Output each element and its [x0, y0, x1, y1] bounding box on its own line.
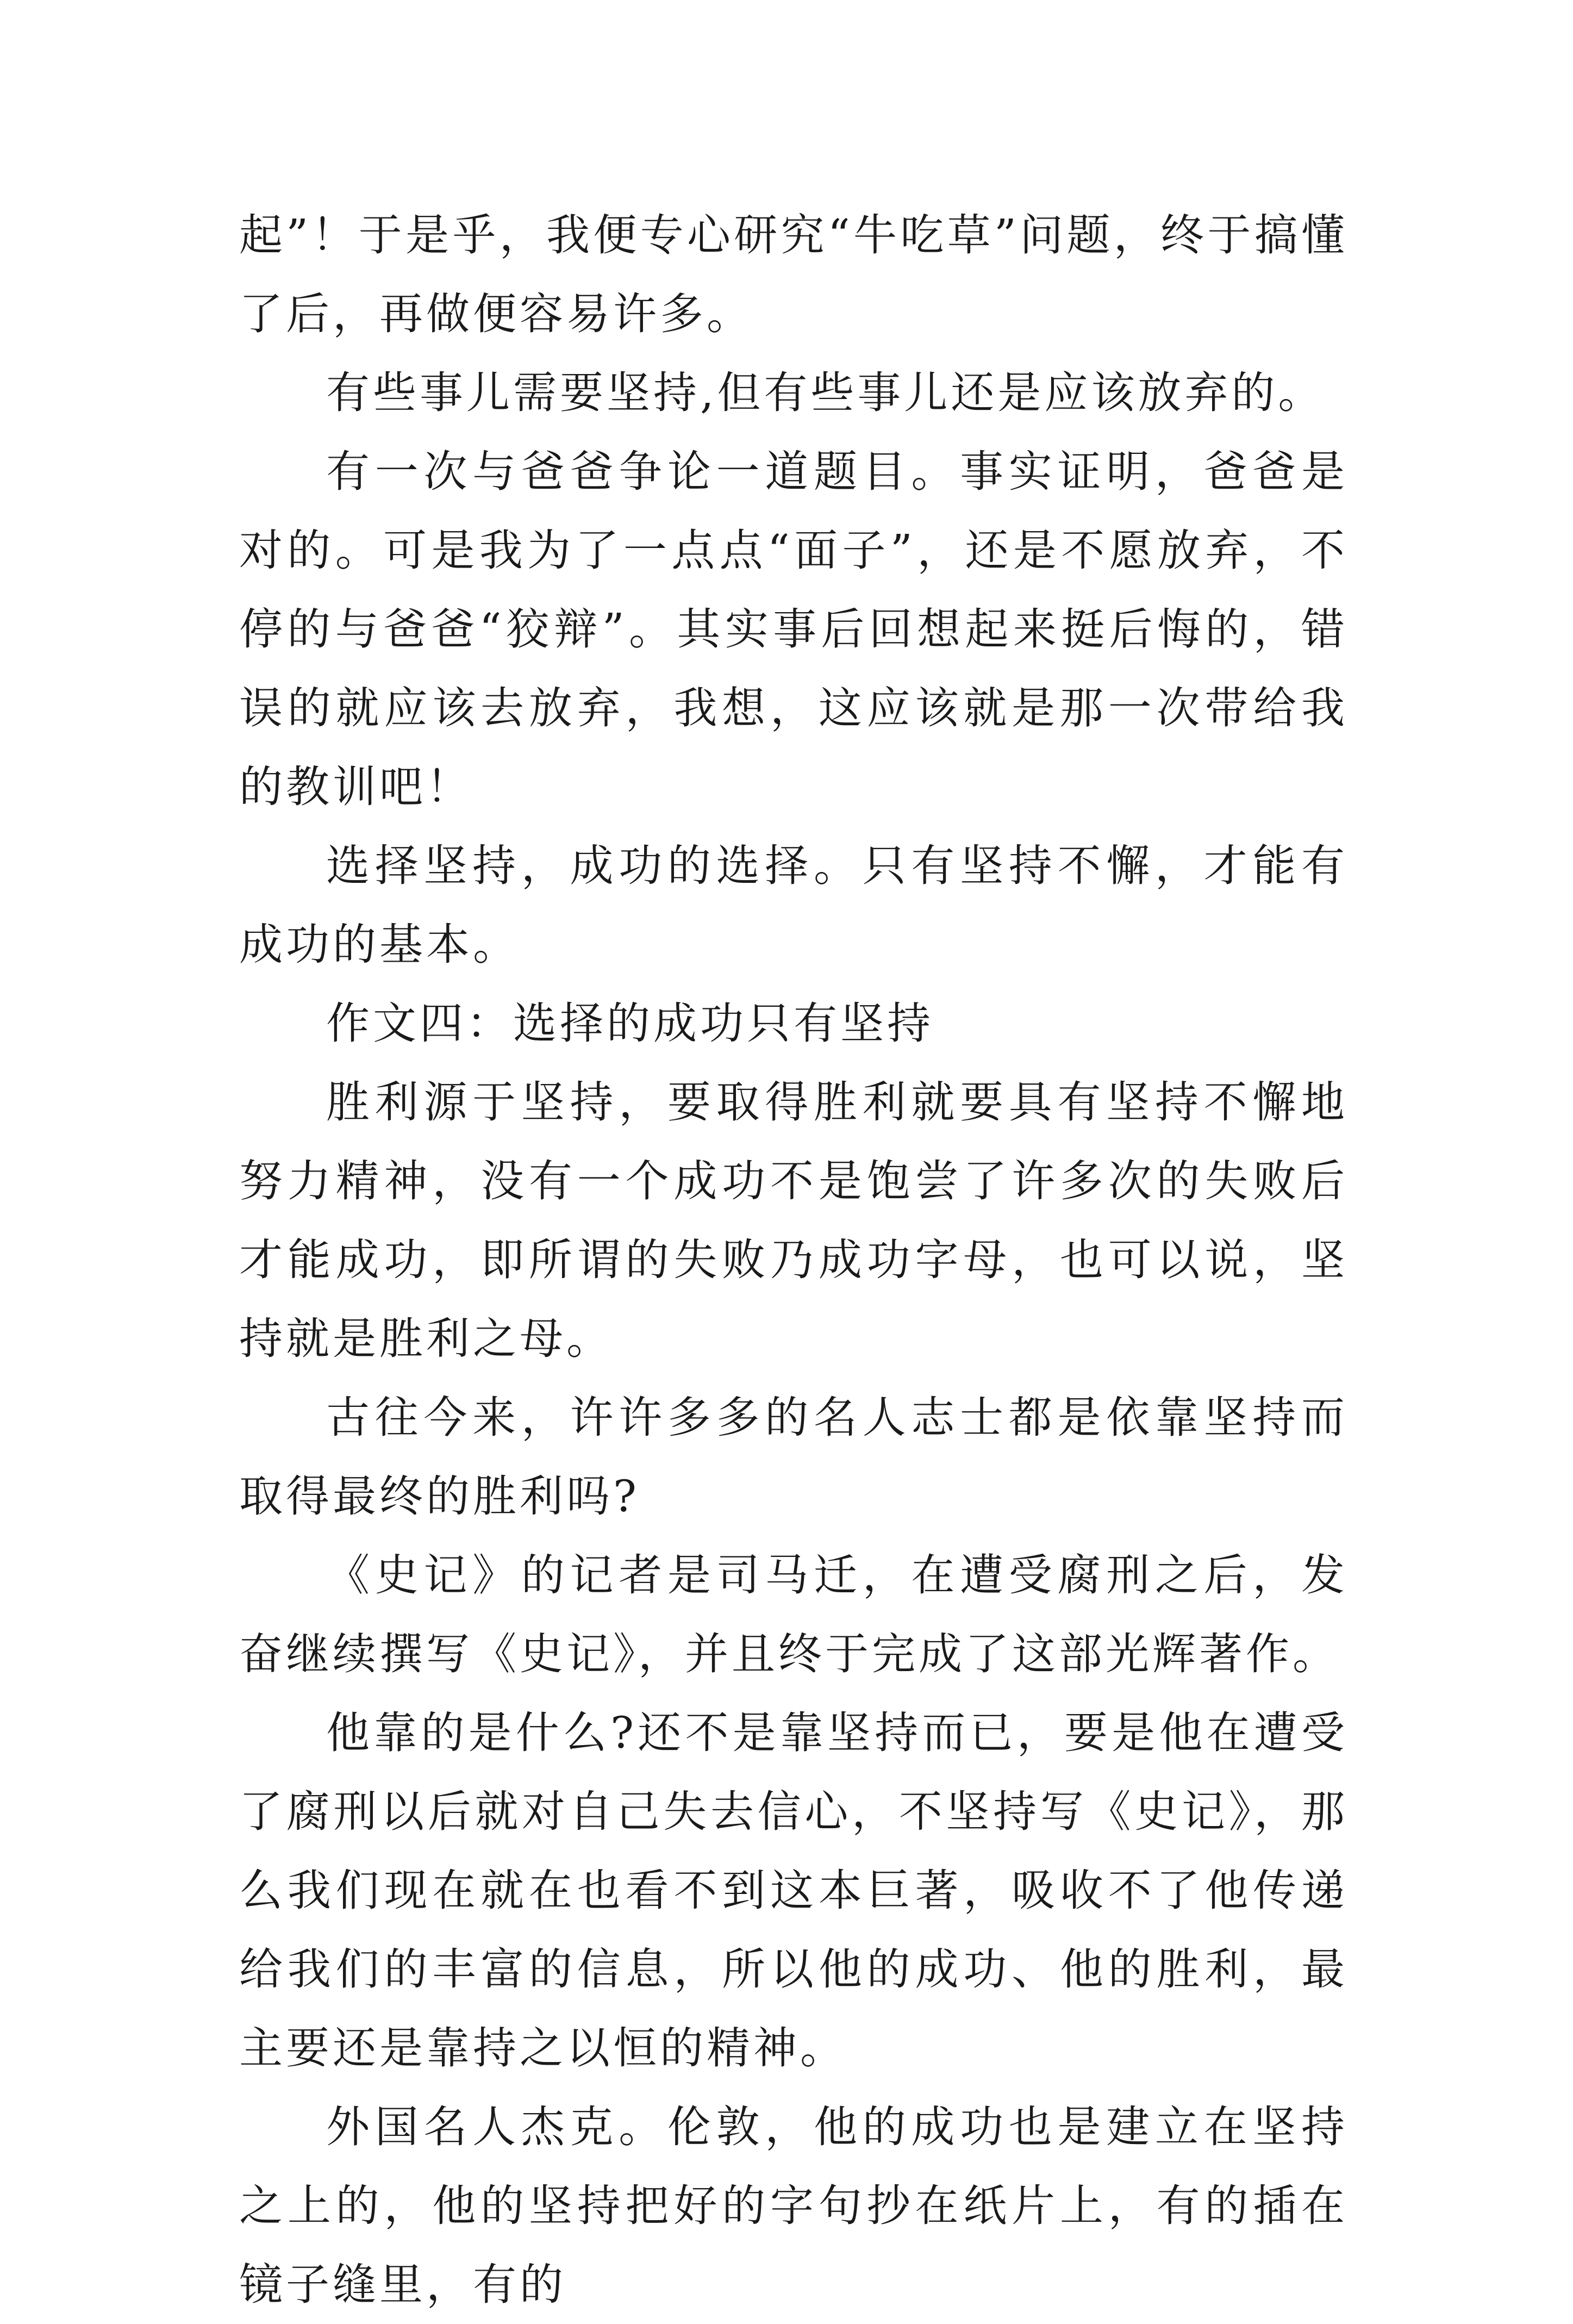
- paragraph: 胜利源于坚持，要取得胜利就要具有坚持不懈地努力精神，没有一个成功不是饱尝了许多次的失败后才能成功，即所谓的失败乃成功字母，也可以说，坚持就是胜利之母。: [239, 1077, 1348, 1364]
- section-heading: 作文四：选择的成功只有坚持: [326, 998, 934, 1049]
- paragraph: 古往今来，许许多多的名人志士都是依靠坚持而取得最终的胜利吗?: [239, 1392, 1348, 1522]
- paragraph: 他靠的是什么?还不是靠坚持而已，要是他在遭受了腐刑以后就对自己失去信心，不坚持写《史记》，那么我们现在就在也看不到这本巨著，吸收不了他传递给我们的丰富的信息，所以他的成功、他的胜利，最主要还是靠持之以恒的精神。: [239, 1708, 1348, 2073]
- paragraph: 外国名人杰克。伦敦，他的成功也是建立在坚持之上的，他的坚持把好的字句抄在纸片上，有的插在镜子缝里，有的: [239, 2102, 1348, 2310]
- paragraph: 选择坚持，成功的选择。只有坚持不懈，才能有成功的基本。: [239, 840, 1348, 970]
- paragraph: 有一次与爸爸争论一道题目。事实证明，爸爸是对的。可是我为了一点点“面子”，还是不愿放弃，不停的与爸爸“狡辩”。其实事后回想起来挺后悔的，错误的就应该去放弃，我想，这应该就是那一次带给我的教训吧！: [239, 446, 1348, 812]
- paragraph: 起”！于是乎，我便专心研究“牛吃草”问题，终于搞懂了后，再做便容易许多。: [239, 210, 1348, 339]
- body-text: [239, 196, 1348, 2324]
- paragraph: 有些事儿需要坚持,但有些事儿还是应该放弃的。: [326, 367, 1325, 418]
- paragraph: 《史记》的记者是司马迁，在遭受腐刑之后，发奋继续撰写《史记》，并且终于完成了这部光辉著作。: [239, 1550, 1348, 1679]
